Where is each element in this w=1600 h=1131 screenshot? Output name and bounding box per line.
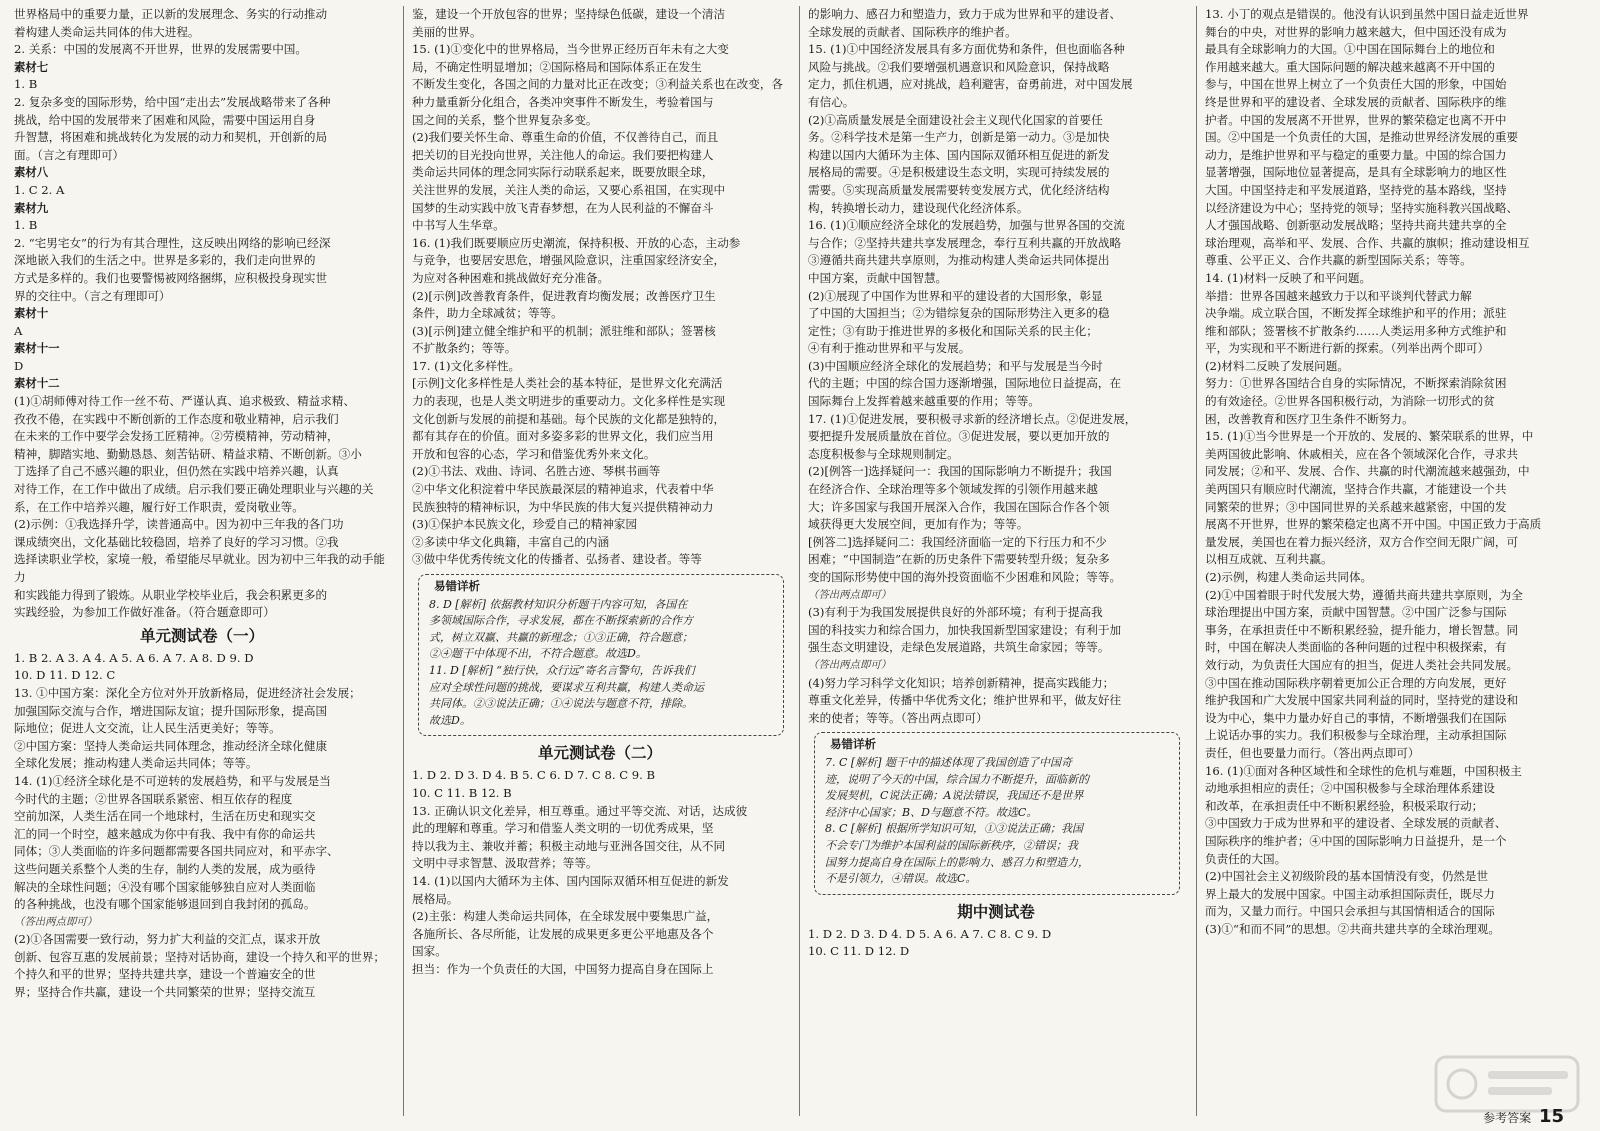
answer-line: 1. B (14, 218, 38, 233)
answer-line: 举措：世界各国越来越致力于以和平谈判代替武力解 (1205, 288, 1472, 303)
answer-line: 以相互成就、互利共赢。 (1205, 552, 1333, 567)
answer-line: 开放和包容的心态，学习和借鉴优秀外来文化。 (412, 446, 656, 461)
answer-line: 代的主题；中国的综合国力逐渐增强，国际地位日益提高，在 (808, 376, 1122, 391)
answer-line: 为应对各种困难和挑战做好充分准备。 (412, 270, 610, 285)
error-analysis-line: 经济中心国家；B、D与题意不符。故选C。 (825, 805, 1038, 819)
column-2 (412, 6, 788, 1124)
answer-line: (2)材料二反映了发展问题。 (1205, 358, 1349, 373)
answer-line: 担当：作为一个负责任的大国，中国努力提高自身在国际上 (412, 961, 714, 976)
answer-line: 定力，抓住机遇，应对挑战，趋利避害，奋勇前进，对中国发展 (808, 77, 1133, 92)
answer-line: 以经济建设为中心；坚持党的领导；坚持实施科教兴国战略、 (1205, 200, 1519, 215)
answer-line: 和改革，在承担责任中不断积累经验，积极采取行动； (1205, 798, 1484, 813)
answer-line: (2)①展现了中国作为世界和平的建设者的大国形象，彰显 (808, 288, 1103, 303)
column-4 (1205, 6, 1585, 1124)
answer-line: 13. ①中国方案：深化全方位对外开放新格局，促进经济社会发展； (14, 685, 361, 700)
answer-line: 显著增强，国际地位显著提高，是具有全球影响力的地区性 (1205, 165, 1507, 180)
answer-line: 展离不开世界，世界的繁荣稳定也离不开中国。中国正致力于高质 (1205, 517, 1542, 532)
error-analysis-line: 应对全球性问题的挑战，要谋求互利共赢，构建人类命运 (429, 680, 704, 694)
answer-line: 持以我为主、兼收并蓄；积极主动地与亚洲各国交往，从不同 (412, 838, 726, 853)
answer-line: 解决的全球性问题；④没有哪个国家能够独自应对人类面临 (14, 879, 316, 894)
material-label: 素材七 (14, 59, 49, 74)
answer-line: 类命运共同体的理念同实际行动联系起来，既要放眼全球， (412, 165, 714, 180)
answer-line: 的各种挑战，也没有哪个国家能够退回到自我封闭的孤岛。 (14, 897, 316, 912)
page-footer (1483, 1106, 1564, 1127)
answer-line: (4)努力学习科学文化知识；培养创新精神，提高实践能力； (808, 675, 1115, 690)
answer-line: 负责任的大国。 (1205, 851, 1287, 866)
answer-line: 不扩散条约；等等。 (412, 341, 517, 356)
answer-line: (3)中国顺应经济全球化的发展趋势；和平与发展是当今时 (808, 358, 1103, 373)
answer-line: 人才强国战略、创新驱动发展战略；坚持共商共建共享的全 (1205, 218, 1507, 233)
answer-line: (2)示例，构建人类命运共同体。 (1205, 570, 1373, 584)
answer-line: 个持久和平的世界；坚持共建共享，建设一个普遍安全的世 (14, 967, 316, 982)
answer-line: 量发展，美国也在着力振兴经济，双方合作空间无限广阔，可 (1205, 534, 1519, 549)
answer-line: 不断发生变化，各国之间的力量对比正在改变；③利益关系也在改变，各 (412, 77, 784, 92)
answer-line: 维护我国和广大发展中国家共同利益的同时，坚持党的建设和 (1205, 693, 1519, 708)
answer-line: ③中国致力于成为世界和平的建设者、全球发展的贡献者、 (1205, 816, 1507, 831)
answer-line: 中国方案，贡献中国智慧。 (808, 270, 948, 285)
answer-line: 努力：①世界各国结合自身的实际情况，不断探索消除贫困 (1205, 376, 1507, 391)
answer-line: 强生态文明建设，走绿色发展道路，共筑生命家园；等等。 (808, 640, 1110, 655)
answer-line: 方式是多样的。我们也要警惕被网络捆绑，应积极投身现实世 (14, 270, 328, 285)
answer-line: (2)①书法、戏曲、诗词、名胜古迹、琴棋书画等 (412, 464, 661, 479)
answer-line: 16. (1)我们既要顺应历史潮流，保持积极、开放的心态，主动参 (412, 235, 741, 250)
answer-line: 界的交往中。（言之有理即可） (14, 288, 171, 303)
answer-line: 需要。⑤实现高质量发展需要转变发展方式，优化经济结构 (808, 182, 1110, 197)
answer-line: 文化创新与发展的前提和基础。每个民族的文化都是独特的， (412, 411, 726, 426)
answer-line: 动地承担相应的责任；②中国积极参与全球治理体系建设 (1205, 781, 1495, 796)
answer-line: 17. (1)文化多样性。 (412, 358, 521, 373)
answer-line: 17. (1)①促进发展，要积极寻求新的经济增长点。②促进发展， (808, 411, 1137, 426)
answer-line: 13. 正确认识文化差异，相互尊重。通过平等交流、对话，达成彼 (412, 803, 748, 818)
answer-line: (2)[例答一]选择疑问一：我国的国际影响力不断提升；我国 (808, 464, 1112, 479)
answer-line: 在未来的工作中要学会发扬工匠精神。②劳模精神，劳动精神， (14, 429, 339, 444)
answer-line: 1. B 2. A 3. A 4. A 5. A 6. A 7. A 8. D 9. D (14, 650, 254, 665)
answer-line: 球治理提出中国方案，贡献中国智慧。②中国广泛参与国际 (1205, 605, 1507, 620)
answer-line: 态度积极参与全球规则制定。 (808, 446, 959, 461)
answer-line: 13. 小丁的观点是错误的。他没有认识到虽然中国日益走近世界 (1205, 7, 1529, 21)
grading-note: （答出两点即可） (808, 658, 892, 671)
material-label: 素材十 (14, 306, 49, 321)
answer-line: 与合作；②坚持共建共享发展理念，奉行互利共赢的开放战略 (808, 235, 1122, 250)
answer-line: 展格局。 (412, 891, 459, 906)
answer-line: 1. C 2. A (14, 182, 65, 197)
answer-line: 务。②科学技术是第一生产力，创新是第一动力。③是加快 (808, 130, 1110, 145)
answer-line: 尊重文化差异，传播中华优秀文化；维护世界和平，做友好往 (808, 693, 1122, 708)
page-number: 15 (1538, 1106, 1564, 1127)
answer-line: ④有利于推动世界和平与发展。 (808, 341, 971, 356)
answer-line: 责任，但也要量力而行。（答出两点即可） (1205, 745, 1420, 760)
answer-line: 的影响力、感召力和塑造力，致力于成为世界和平的建设者、 (808, 7, 1122, 21)
answer-line: (2)①高质量发展是全面建设社会主义现代化国家的首要任 (808, 112, 1103, 127)
answer-line: (2)①中国着眼于时代发展大势，遵循共商共建共享原则，为全 (1205, 587, 1523, 602)
answer-line: 2. 复杂多变的国际形势，给中国“走出去”发展战略带来了各种 (14, 94, 331, 109)
answer-line: 美丽的世界。 (412, 24, 482, 39)
answer-line: 设为中心，集中力量办好自己的事情，不断增强我们在国际 (1205, 710, 1507, 725)
answer-line: 实践经验，为参加工作做好准备。（符合题意即可） (14, 605, 275, 620)
answer-line: 平，为实现和平不断进行新的探索。（列举出两个即可） (1205, 341, 1490, 356)
answer-line: (2)示例：①我选择升学，读普通高中。因为初中三年我的各门功 (14, 517, 344, 532)
answer-line: 舞台的中央，对世界的影响力越来越大，但中国还没有成为 (1205, 24, 1507, 39)
answer-line: 15. (1)①中国经济发展具有多方面优势和条件，但也面临各种 (808, 42, 1125, 57)
answer-line: 10. C 11. D 12. D (808, 944, 910, 959)
answer-line: 在经济合作、全球治理等多个领域发挥的引领作用越来越 (808, 482, 1098, 497)
answer-line: 1. D 2. D 3. D 4. D 5. A 6. A 7. C 8. C 9. D (808, 926, 1052, 941)
answer-line: 升智慧，将困难和挑战转化为发展的动力和契机，开创新的局 (14, 130, 328, 145)
answer-line: 了中国的大国担当；②为错综复杂的国际形势注入更多的稳 (808, 306, 1110, 321)
answer-line: 终是世界和平的建设者、全球发展的贡献者、国际秩序的维 (1205, 94, 1507, 109)
answer-line: 风险与挑战。②我们要增强机遇意识和风险意识，保持战略 (808, 59, 1110, 74)
answer-line: 同繁荣的世界；③中国同世界的关系越来越紧密，中国的发 (1205, 499, 1507, 514)
answer-line: D (14, 358, 24, 373)
answer-line: 孜孜不倦，在实践中不断创新的工作态度和敬业精神，启示我们 (14, 411, 339, 426)
answer-line: 变的国际形势使中国的海外投资面临不少困难和风险；等等。 (808, 570, 1122, 584)
answer-line: 国际秩序的维护者；④中国的国际影响力日益提升，是一个 (1205, 833, 1507, 848)
answer-line: [示例]文化多样性是人类社会的基本特征，是世界文化充满活 (412, 376, 723, 391)
answer-line: 国梦的生动实践中放飞青春梦想，在为人民利益的不懈奋斗 (412, 200, 714, 215)
answer-line: 球治理观，高举和平、发展、合作、共赢的旗帜；推动建设相互 (1205, 235, 1530, 250)
answer-line: 2. 关系：中国的发展离不开世界，世界的发展需要中国。 (14, 42, 307, 57)
column-divider (799, 6, 800, 1116)
answer-line: (3)①保护本民族文化，珍爱自己的精神家园 (412, 517, 638, 532)
answer-line: 同体；③人类面临的许多问题都需要各国共同应对，和平赤字、 (14, 844, 339, 859)
answer-line: (2)中国社会主义初级阶段的基本国情没有变，仍然是世 (1205, 869, 1489, 884)
answer-line: 全球发展的贡献者、国际秩序的维护者。 (808, 24, 1017, 39)
answer-line: 着构建人类命运共同体的伟大进程。 (14, 24, 200, 39)
answer-line: 际地位；促进人文交流，让人民生活更美好；等等。 (14, 721, 281, 736)
answer-line: 国家。 (412, 944, 447, 959)
answer-line: ②多读中华文化典籍，丰富自己的内涵 (412, 534, 610, 549)
error-analysis-line: 国努力提高自身在国际上的影响力、感召力和塑造力， (825, 855, 1089, 869)
answer-line: 16. (1)①面对各种区域性和全球性的危机与难题，中国积极主 (1205, 763, 1522, 778)
error-analysis-line: ②④题干中体现不出，不符合题意。故选D。 (429, 647, 647, 661)
answer-line: 都有其存在的价值。面对多姿多彩的世界文化，我们应当用 (412, 429, 714, 444)
answer-line: [例答二]选择疑问二：我国经济面临一定的下行压力和不少 (808, 534, 1107, 549)
answer-line: 15. (1)①变化中的世界格局，当今世界正经历百年未有之大变 (412, 42, 729, 57)
answer-line: 中书写人生华章。 (412, 218, 505, 233)
answer-line: 局，不确定性明显增加；②国际格局和国际体系正在发生 (412, 59, 702, 74)
answer-line: ③中国在推动国际秩序朝着更加公正合理的方向发展，更好 (1205, 675, 1507, 690)
answer-line: 国的科技实力和综合国力，加快我国新型国家建设；有利于加 (808, 622, 1122, 637)
error-analysis-line: 不会专门为维护本国利益的国际新秩序，②错误；我 (825, 838, 1078, 852)
answer-line: 把关切的目光投向世界，关注他人的命运。我们要把构建人 (412, 147, 714, 162)
answer-line: 美两国彼此影响、休戚相关，应在各个领域深化合作，寻求共 (1205, 446, 1519, 461)
answer-line: 国之间的关系，整个世界复杂多变。 (412, 112, 598, 127)
answer-line: 维和部队；签署核不扩散条约……人类运用多种方式维护和 (1205, 323, 1507, 338)
answer-line: 1. B (14, 77, 38, 92)
column-divider (1196, 6, 1197, 1116)
answer-line: 最具有全球影响力的大国。①中国在国际舞台上的地位和 (1205, 42, 1495, 57)
section-heading: 期中测试卷 (957, 902, 1035, 921)
answer-line: 15. (1)①当今世界是一个开放的、发展的、繁荣联系的世界，中 (1205, 429, 1534, 444)
error-analysis-line: 不是引领力，④错误。故选C。 (825, 872, 977, 886)
answer-line: 14. (1)①经济全球化是不可逆转的发展趋势，和平与发展是当 (14, 773, 331, 788)
answer-line: (2)主张：构建人类命运共同体，在全球发展中要集思广益， (412, 909, 719, 924)
answer-line: 同发展；②和平、发展、合作、共赢的时代潮流越来越强劲，中 (1205, 464, 1530, 479)
answer-line: ②中华文化积淀着中华民族最深层的精神追求，代表着中华 (412, 482, 714, 497)
answer-line: 鉴，建设一个开放包容的世界；坚持绿色低碳，建设一个清洁 (412, 7, 726, 21)
answer-line: 上说话办事的实力。我们积极参与全球治理，主动承担国际 (1205, 728, 1507, 743)
answer-line: 界上最大的发展中国家。中国主动承担国际责任，既尽力 (1205, 886, 1495, 901)
grading-note: （答出两点即可） (808, 588, 892, 601)
answer-line: 此的理解和尊重。学习和借鉴人类文明的一切优秀成果，坚 (412, 821, 714, 836)
error-analysis-line: 7. C [解析] 题干中的描述体现了我国创造了中国奇 (825, 755, 1072, 769)
answer-line: 参与，中国在世界上树立了一个负责任大国的形象，中国始 (1205, 77, 1507, 92)
answer-line: (2)[示例]改善教育条件，促进教育均衡发展；改善医疗卫生 (412, 288, 716, 303)
answer-line: 加强国际交流与合作，增进国际友谊；提升国际形象，提高国 (14, 703, 328, 718)
answer-line: ③遵循共商共建共享原则，为推动构建人类命运共同体提出 (808, 253, 1110, 268)
material-label: 素材九 (14, 200, 49, 215)
answer-line: 创新、包容互惠的发展前景；坚持对话协商，建设一个持久和平的世界； (14, 949, 386, 964)
answer-line: 的有效途径。②世界各国积极行动，为消除一切形式的贫 (1205, 394, 1495, 409)
answer-line: 精神，脚踏实地、勤勤恳恳、刻苦钻研、精益求精、不断创新。③小 (14, 446, 362, 461)
answer-line: 10. C 11. B 12. B (412, 785, 512, 800)
answer-line: ③做中华优秀传统文化的传播者、弘扬者、建设者。等等 (412, 552, 702, 567)
answer-line: 国际舞台上发挥着越来越重要的作用；等等。 (808, 394, 1040, 409)
answer-line: 16. (1)①顺应经济全球化的发展趋势，加强与世界各国的交流 (808, 218, 1125, 233)
answer-line: 汇的同一个时空，越来越成为你中有我、我中有你的命运共 (14, 826, 316, 841)
answer-line: 与竞争，也要居安思危，增强风险意识，注重国家经济安全， (412, 253, 726, 268)
error-analysis-box (418, 574, 784, 736)
error-analysis-line: 8. C [解析] 根据所学知识可知，①③说法正确；我国 (825, 822, 1083, 836)
error-analysis-line: 迹，说明了今天的中国，综合国力不断提升，面临新的 (825, 772, 1089, 786)
answer-line: 大；许多国家与我国开展深入合作，我国在国际合作各个领 (808, 499, 1110, 514)
grading-note: （答出两点即可） (14, 915, 98, 928)
footer-label: 参考答案 (1483, 1111, 1532, 1125)
error-analysis-line: 发展契机，C说法正确；A说法错误，我国还不是世界 (825, 789, 1084, 803)
answer-line: 和实践能力得到了锻炼。从职业学校毕业后，我会积累更多的 (14, 587, 328, 602)
error-analysis-line: 式，树立双赢、共赢的新理念；①③正确，符合题意； (429, 630, 693, 644)
answer-line: 民族独特的精神标识，为中华民族的伟大复兴提供精神动力 (412, 499, 714, 514)
answer-line: 选择读职业学校，家境一般，希望能尽早就业。因为初中三年我的动手能力 (14, 552, 386, 584)
error-analysis-box (814, 732, 1180, 894)
section-heading: 单元测试卷（一） (139, 626, 264, 645)
error-analysis-title: 易错详析 (429, 578, 485, 595)
material-label: 素材十一 (14, 341, 60, 356)
answer-line: 今时代的主题；②世界各国联系紧密、相互依存的程度 (14, 791, 293, 806)
error-analysis-line: 故选D。 (429, 713, 471, 727)
answer-line: A (14, 323, 23, 338)
answer-line: 效行动，为负责任大国应有的担当，促进人类社会共同发展。 (1205, 657, 1519, 672)
answer-line: 世界格局中的重要力量，正以新的发展理念、务实的行动推动 (14, 7, 328, 21)
error-analysis-line: 8. D [解析] 依据教材知识分析题干内容可知，各国在 (429, 597, 688, 611)
answer-line: 对待工作，在工作中做出了成绩。启示我们要正确处理职业与兴趣的关 (14, 482, 374, 497)
error-analysis-title: 易错详析 (825, 736, 881, 753)
section-heading: 单元测试卷（二） (537, 744, 662, 763)
answer-line: 域获得更大发展空间，更加有作为；等等。 (808, 517, 1029, 532)
answer-line: (3)①“和而不同”的思想。②共商共建共享的全球治理观。 (1205, 921, 1500, 936)
answer-line: (2)我们要关怀生命、尊重生命的价值，不仅善待自己，而且 (412, 130, 719, 145)
answer-line: 面。（言之有理即可） (14, 147, 125, 162)
error-analysis-line: 11. D [解析] “独行快，众行远”寄名言警句，告诉我们 (429, 663, 695, 677)
error-analysis-line: 共同体。②③说法正确；①④说法与题意不符，排除。 (429, 697, 693, 711)
answer-line: 力的表现，也是人类文明进步的重要动力。文化多样性是实现 (412, 394, 726, 409)
answer-line: 护者。中国的发展离不开世界，世界的繁荣稳定也离不开中 (1205, 112, 1507, 127)
answer-line: 文明中寻求智慧、汲取营养；等等。 (412, 856, 598, 871)
answer-line: 14. (1)材料一反映了和平问题。 (1205, 270, 1372, 285)
answer-line: (3)有利于为我国发展提供良好的外部环境；有利于提高我 (808, 605, 1103, 620)
answer-line: 种力量重新分化组合，各类冲突事件不断发生，考验着国与 (412, 94, 714, 109)
column-3 (808, 6, 1184, 1124)
answer-line: 美两国只有顺应时代潮流，坚持合作共赢，才能建设一个共 (1205, 482, 1507, 497)
answer-line: 要把提升发展质量放在首位。③促进发展，要以更加开放的 (808, 429, 1110, 444)
answer-line: 决争端。成立联合国，不断发挥全球维护和平的作用；派驻 (1205, 306, 1507, 321)
answer-line: (3)[示例]建立健全维护和平的机制；派驻维和部队；签署核 (412, 323, 716, 338)
answer-line: 而为，又量力而行。中国只会承担与其国情相适合的国际 (1205, 904, 1495, 919)
answer-line: 构，转换增长动力，建设现代化经济体系。 (808, 200, 1029, 215)
answer-line: 展格局的需要。④是积极建设生态文明，实现可持续发展的 (808, 165, 1110, 180)
answer-line: 来的使者；等等。（答出两点即可） (808, 710, 988, 725)
answer-line: 时，中国在解决人类面临的各种问题的过程中积极探索，有 (1205, 640, 1507, 655)
answer-line: 有信心。 (808, 94, 855, 109)
material-label: 素材十二 (14, 376, 60, 391)
answer-line: 挑战，给中国的发展带来了困难和风险，需要中国运用自身 (14, 112, 316, 127)
answer-line: 尊重、公平正义、合作共赢的新型国际关系；等等。 (1205, 253, 1472, 268)
answer-line: (1)①胡师傅对待工作一丝不苟、严谨认真、追求极致、精益求精、 (14, 394, 356, 409)
answer-line: 2. “宅男宅女”的行为有其合理性，这反映出网络的影响已经深 (14, 235, 331, 250)
answer-line: 系，在工作中培养兴趣，履行好工作职责，爱岗敬业等。 (14, 499, 304, 514)
answer-line: 各施所长、各尽所能，让发展的成果更多更公平地惠及各个 (412, 926, 714, 941)
answer-line: 全球化发展；推动构建人类命运共同体；等等。 (14, 756, 258, 771)
answer-line: 困，改善教育和医疗卫生条件不断努力。 (1205, 411, 1414, 426)
answer-line: 定性；③有助于推进世界的多极化和国际关系的民主化； (808, 323, 1098, 338)
answer-line: 界；坚持合作共赢，建设一个共同繁荣的世界；坚持交流互 (14, 985, 316, 1000)
column-divider (403, 6, 404, 1116)
answer-line: ②中国方案：坚持人类命运共同体理念，推动经济全球化健康 (14, 738, 328, 753)
answer-line: 动力，是维护世界和平与稳定的重要力量。中国的综合国力 (1205, 147, 1507, 162)
answer-line: 丁选择了自己不感兴趣的职业，但仍然在实践中培养兴趣，认真 (14, 464, 339, 479)
answer-line: 困难；“中国制造”在新的历史条件下需要转型升级；复杂多 (808, 552, 1110, 567)
answer-line: 这些问题关系整个人类的生存，制约人类的发展，成为亟待 (14, 861, 316, 876)
answer-line: 14. (1)以国内大循环为主体、国内国际双循环相互促进的新发 (412, 873, 729, 888)
answer-line: 课成绩突出，文化基础比较稳固，培养了良好的学习习惯。②我 (14, 534, 339, 549)
answer-line: (2)①各国需要一致行动，努力扩大利益的交汇点，谋求开放 (14, 932, 321, 947)
answer-line: 空前加深，人类生活在同一个地球村，生活在历史和现实交 (14, 809, 316, 824)
error-analysis-line: 多领域国际合作，寻求发展，都在不断探索新的合作方 (429, 614, 693, 628)
answer-line: 大国。中国坚持走和平发展道路，坚持党的基本路线，坚持 (1205, 182, 1507, 197)
answer-line: 10. D 11. D 12. C (14, 668, 116, 683)
answer-line: 深地嵌入我们的生活之中。世界是多彩的，我们走向世界的 (14, 253, 316, 268)
material-label: 素材八 (14, 165, 49, 180)
answer-line: 作用越来越大。重大国际问题的解决越来越离不开中国的 (1205, 59, 1495, 74)
answer-line: 国。②中国是一个负责任的大国，是推动世界经济发展的重要 (1205, 130, 1519, 145)
answer-line: 关注世界的发展，关注人类的命运，又要心系祖国，在实现中 (412, 182, 726, 197)
answer-line: 构建以国内大循环为主体、国内国际双循环相互促进的新发 (808, 147, 1110, 162)
answer-line: 条件，助力全球减贫；等等。 (412, 306, 563, 321)
column-1 (14, 6, 390, 1124)
answer-line: 事务，在承担责任中不断积累经验，提升能力，增长智慧。同 (1205, 622, 1519, 637)
answer-line: 1. D 2. D 3. D 4. B 5. C 6. D 7. C 8. C 9. B (412, 768, 656, 783)
